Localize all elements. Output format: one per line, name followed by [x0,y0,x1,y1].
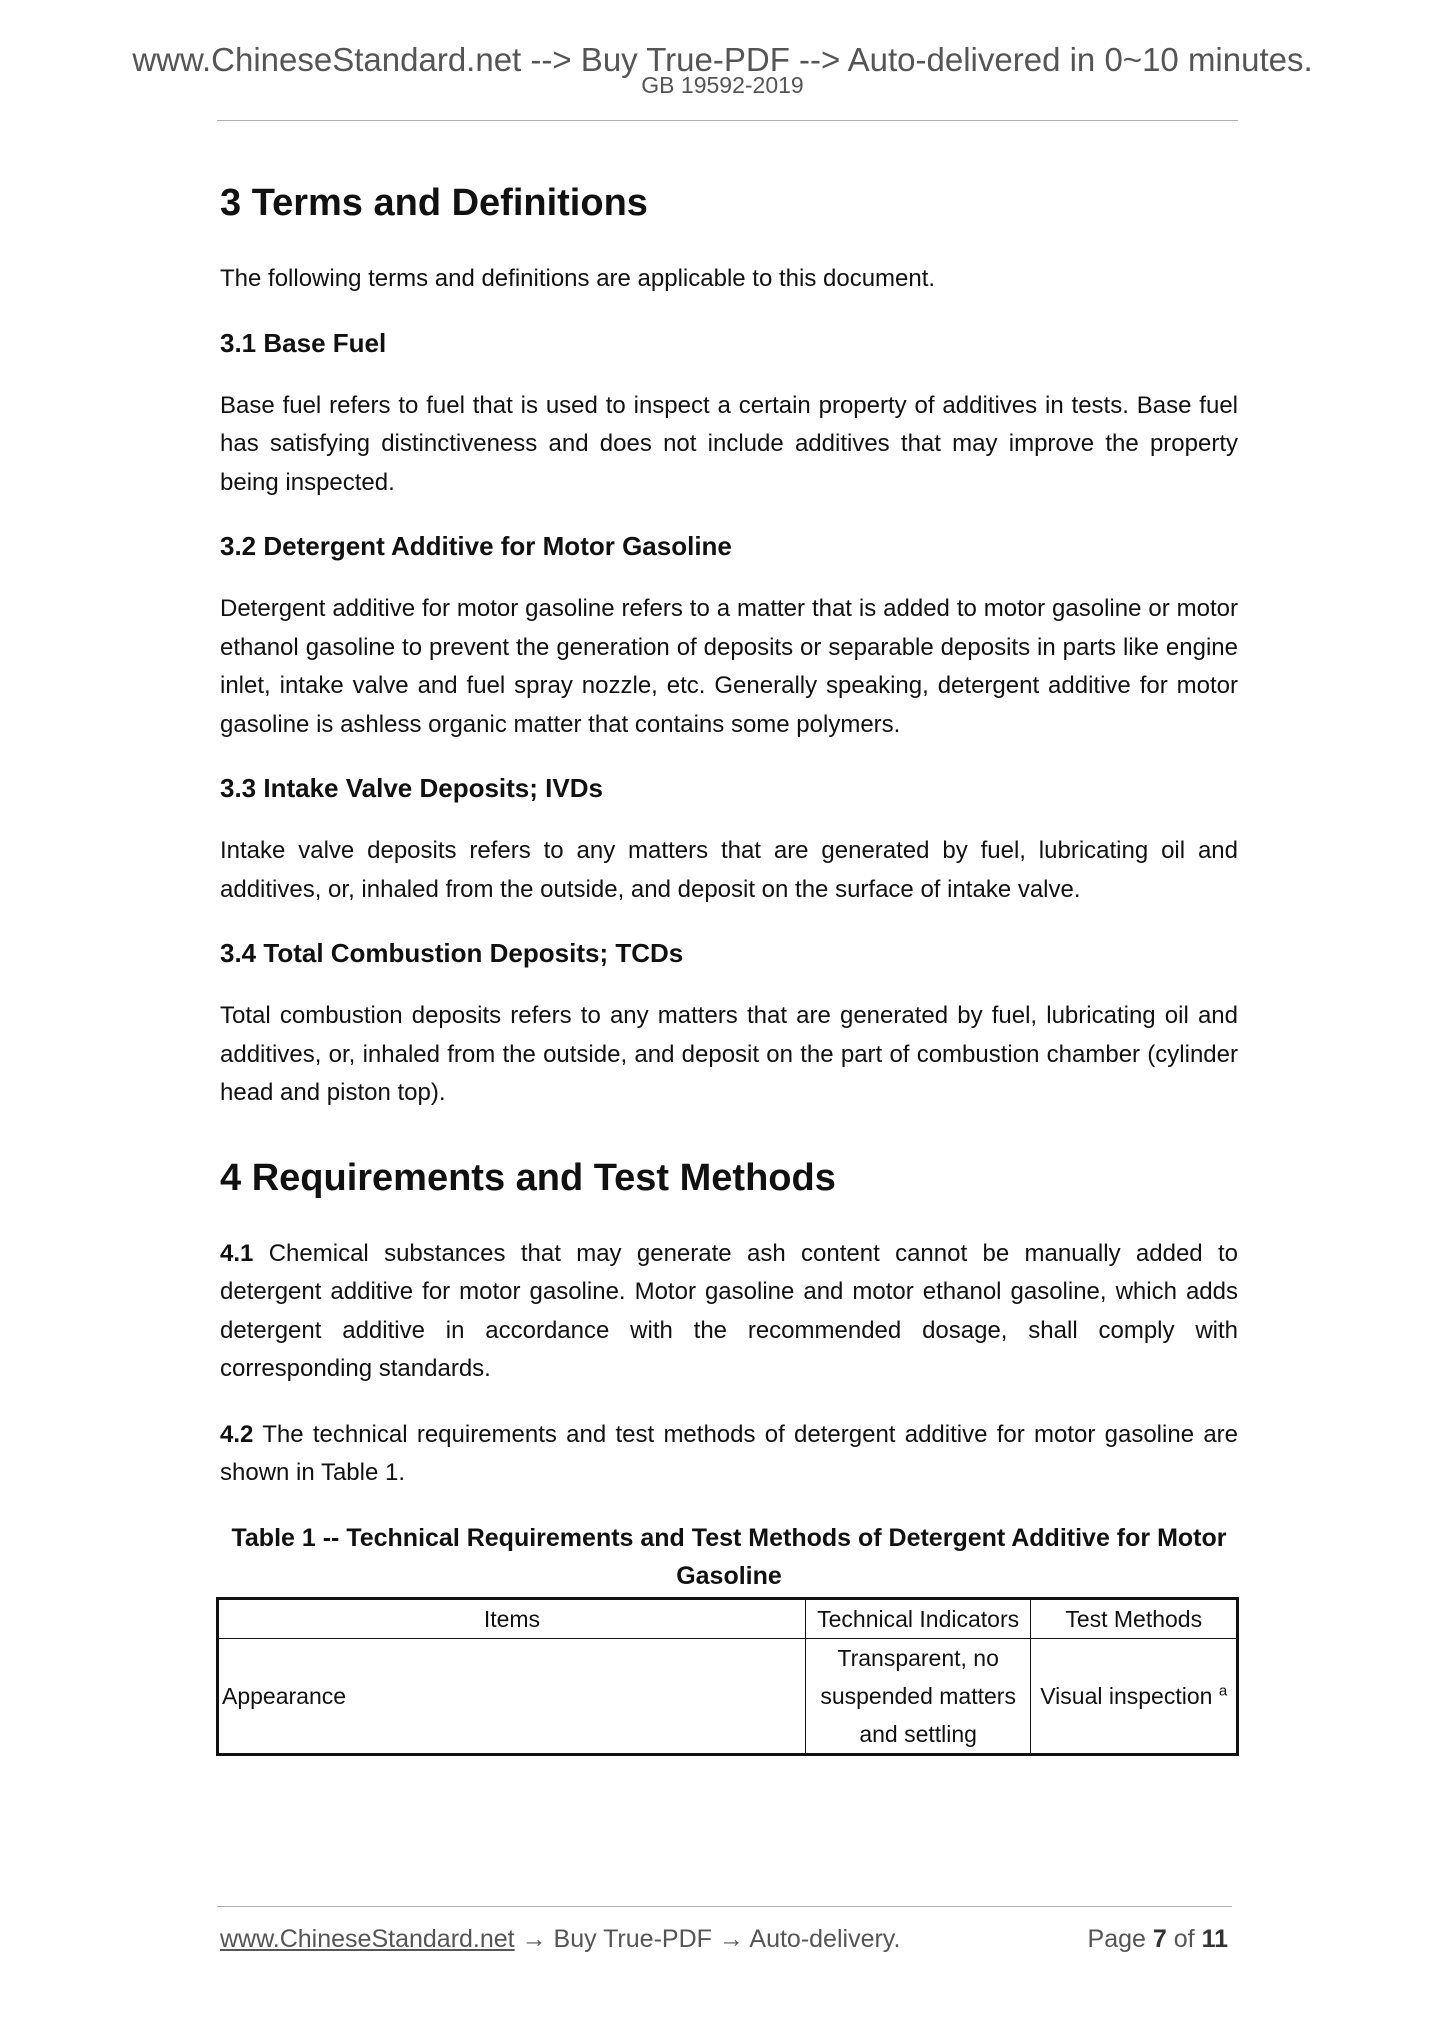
current-page-number: 7 [1152,1925,1167,1953]
section-4-heading: 4 Requirements and Test Methods [220,1156,836,1199]
clause-4-1-text: Chemical substances that may generate ash content cannot be manually added to detergent additive for motor gasoline. Motor gasoline and motor ethanol gasoline, which adds detergent additive in accordance with the recommended dosage, shall comply with corresponding standards. [220,1239,1238,1382]
of-label: of [1173,1925,1195,1953]
page-body [220,176,1238,1756]
total-pages: 11 [1201,1925,1228,1953]
footer-divider [217,1906,1232,1907]
clause-4-1 [220,1235,1238,1389]
footer-left [220,1922,900,1956]
header-divider [217,120,1238,121]
term-3-3-body: Intake valve deposits refers to any matters that are generated by fuel, lubricating oil and additives, or, inhaled from the outside, and deposit on the surface of intake valve. [220,837,1238,903]
table-header-row [218,1598,1238,1638]
requirements-table [216,1597,1239,1756]
clause-4-2-text: The technical requirements and test methods of detergent additive for motor gasoline are shown in Table 1. [220,1420,1238,1486]
term-3-2-heading: 3.2 Detergent Additive for Motor Gasoline [220,531,732,561]
top-banner: www.ChineseStandard.net --> Buy True-PDF --> Auto-delivered in 0~10 minutes. [132,41,1313,78]
term-3-2-body: Detergent additive for motor gasoline refers to a matter that is added to motor gasoline or motor ethanol gasoline to prevent the generation of deposits or separable deposits in parts like engine inlet, intake valve and fuel spray nozzle, etc. Generally speaking, detergent additive for motor gasoline is ashless organic matter that contains some polymers. [220,595,1238,738]
footer-tagline: → Buy True-PDF → Auto-delivery. [514,1925,901,1953]
row-item: Appearance [218,1638,806,1754]
table-1-caption: Table 1 -- Technical Requirements and Test Methods of Detergent Additive for Motor Gasoline [231,1523,1227,1590]
term-3-1-heading: 3.1 Base Fuel [220,327,387,358]
section-3-heading: 3 Terms and Definitions [220,182,648,224]
row-method-footnote-mark: a [1218,1681,1228,1699]
page-label: Page [1087,1925,1146,1953]
table-row [218,1638,1238,1754]
clause-4-1-number: 4.1 [220,1239,254,1267]
clause-4-2-number: 4.2 [220,1420,254,1448]
page-indicator [1000,1922,1228,1956]
clause-4-2 [220,1416,1238,1493]
row-method: Visual inspection [1040,1682,1213,1709]
term-3-1-body: Base fuel refers to fuel that is used to inspect a certain property of additives in tests. Base fuel has satisfying distinctiveness and does not include additives that may improve the property being inspected. [220,391,1238,496]
footer-site-link[interactable]: www.ChineseStandard.net [220,1925,515,1953]
row-method-cell [1031,1638,1238,1754]
term-3-4-heading: 3.4 Total Combustion Deposits; TCDs [220,938,684,968]
col-header-items: Items [218,1598,806,1638]
section-3-intro: The following terms and definitions are applicable to this document. [220,265,936,292]
term-3-4-body: Total combustion deposits refers to any matters that are generated by fuel, lubricating oil and additives, or, inhaled from the outside, and deposit on the part of combustion chamber (cylinder head and piston top). [220,1002,1238,1106]
col-header-test-methods: Test Methods [1031,1598,1238,1638]
standard-code: GB 19592-2019 [641,72,804,98]
row-indicator: Transparent, no suspended matters and settling [805,1638,1031,1754]
term-3-3-heading: 3.3 Intake Valve Deposits; IVDs [220,773,603,803]
col-header-technical-indicators: Technical Indicators [805,1598,1031,1638]
